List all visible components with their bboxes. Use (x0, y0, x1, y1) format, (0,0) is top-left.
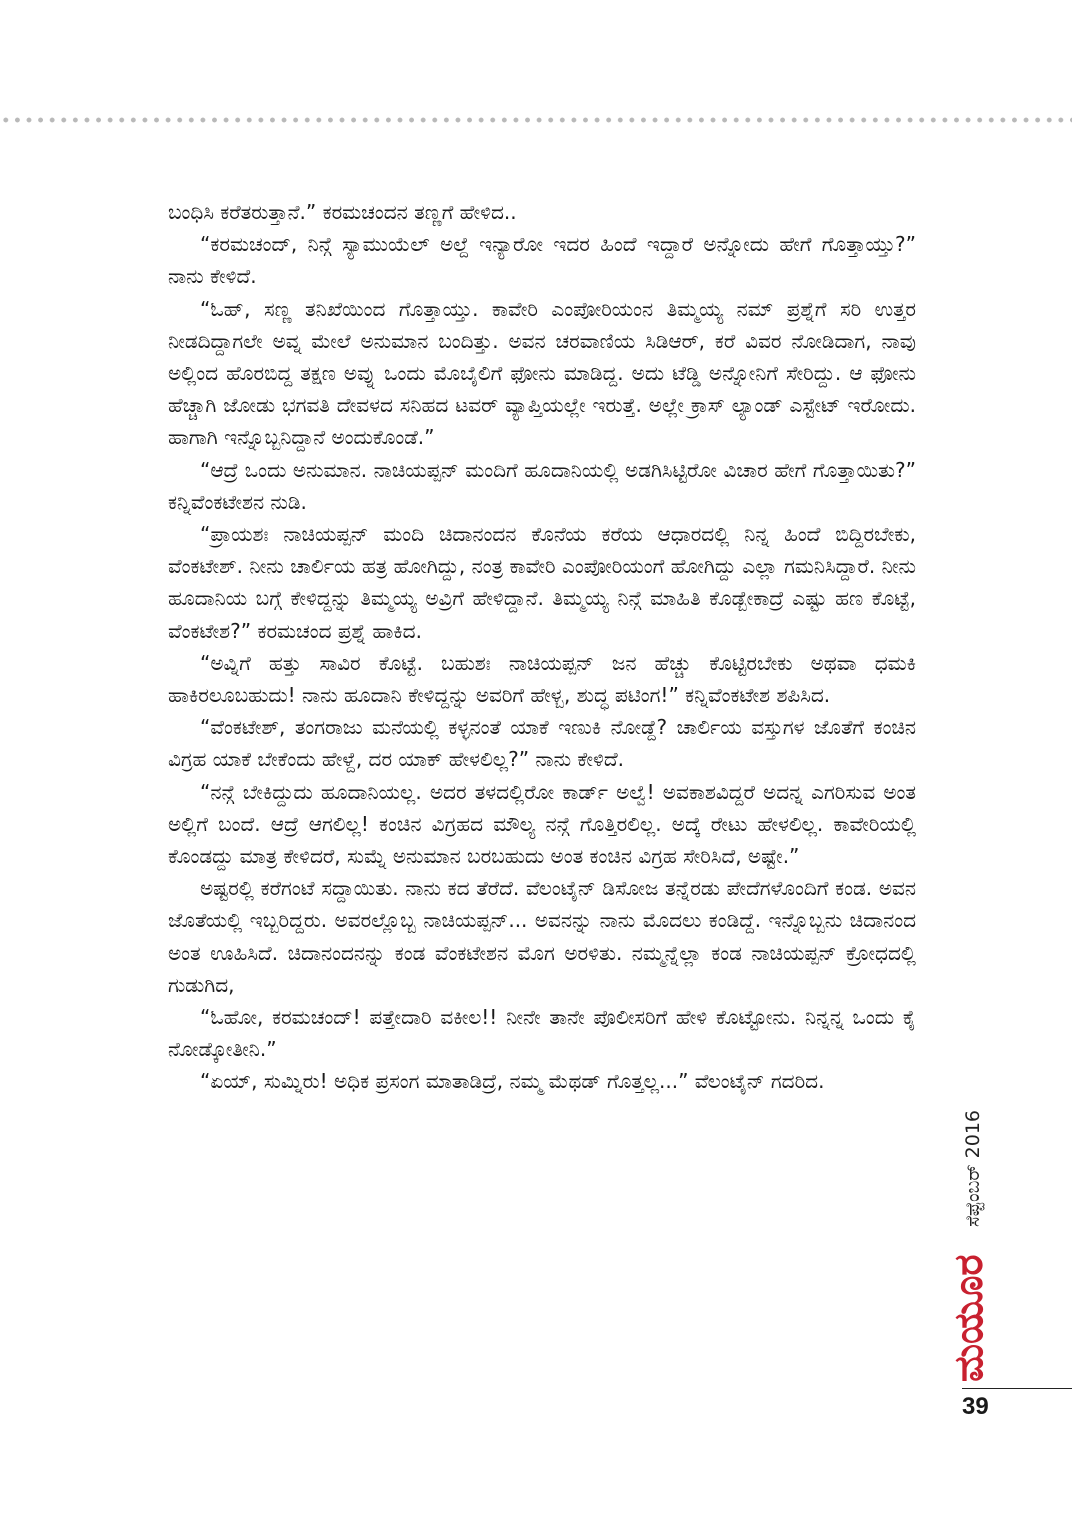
paragraph-2: “ಕರಮಚಂದ್, ನಿನ್ಗೆ ಸ್ಯಾಮುಯೆಲ್ ಅಲ್ದೆ ಇನ್ಯಾರೋ ಇದರ ಹಿಂದೆ ಇದ್ದಾರೆ ಅನ್ನೋದು ಹೇಗೆ ಗೊತ್ತಾಯ್ತು?” ನಾನು ಕೇಳಿದೆ. (168, 232, 916, 289)
paragraph-9: ಅಷ್ಟರಲ್ಲಿ ಕರೆಗಂಟೆ ಸದ್ದಾಯಿತು. ನಾನು ಕದ ತೆರೆದೆ. ವೆಲಂಟೈನ್ ಡಿಸೋಜ ತನ್ನೆರಡು ಪೇದೆಗಳೊಂದಿಗೆ ಕಂಡ. ಅವನ ಜೊತೆಯಲ್ಲಿ ಇಬ್ಬರಿದ್ದರು. ಅವರಲ್ಲೊಬ್ಬ ನಾಚಿಯಪ್ಪನ್... ಅವನನ್ನು ನಾನು ಮೊದಲು ಕಂಡಿದ್ದೆ. ಇನ್ನೊಬ್ಬನು ಚಿದಾನಂದ ಅಂತ ಊಹಿಸಿದೆ. ಚಿದಾನಂದನನ್ನು ಕಂಡ ವೆಂಕಟೇಶನ ಮೊಗ ಅರಳಿತು. ನಮ್ಮನ್ನೆಲ್ಲಾ ಕಂಡ ನಾಚಿಯಪ್ಪನ್ ಕ್ರೋಧದಲ್ಲಿ ಗುಡುಗಿದ, (168, 876, 916, 997)
issue-date: ಸೆಪ್ಟೆಂಬರ್ 2016 (962, 1110, 984, 1228)
article-body (168, 196, 916, 1098)
paragraph-11: “ಏಯ್, ಸುಮ್ನಿರು! ಅಧಿಕ ಪ್ರಸಂಗ ಮಾತಾಡಿದ್ರೆ, ನಮ್ಮ ಮೆಥಡ್ ಗೊತ್ತಲ್ಲ...” ವೆಲಂಟೈನ್ ಗದರಿದ. (200, 1069, 825, 1094)
footer-rule (962, 1388, 1072, 1389)
page-number: 39 (962, 1393, 989, 1420)
paragraph-7: “ವೆಂಕಟೇಶ್, ತಂಗರಾಜು ಮನೆಯಲ್ಲಿ ಕಳ್ಳನಂತೆ ಯಾಕೆ ಇಣುಕಿ ನೋಡ್ದೆ? ಚಾರ್ಲಿಯ ವಸ್ತುಗಳ ಜೊತೆಗೆ ಕಂಚಿನ ವಿಗ್ರಹ ಯಾಕೆ ಬೇಕೆಂದು ಹೇಳ್ದೆ, ದರ ಯಾಕ್ ಹೇಳಲಿಲ್ಲ?” ನಾನು ಕೇಳಿದೆ. (168, 715, 916, 772)
paragraph-4: “ಆದ್ರೆ ಒಂದು ಅನುಮಾನ. ನಾಚಿಯಪ್ಪನ್ ಮಂದಿಗೆ ಹೂದಾನಿಯಲ್ಲಿ ಅಡಗಿಸಿಟ್ಟಿರೋ ವಿಚಾರ ಹೇಗೆ ಗೊತ್ತಾಯಿತು?” ಕನ್ನಿವೆಂಕಟೇಶನ ನುಡಿ. (168, 457, 916, 514)
dotted-header-rule (0, 116, 1072, 124)
paragraph-8: “ನನ್ಗೆ ಬೇಕಿದ್ದುದು ಹೂದಾನಿಯಲ್ಲ. ಅದರ ತಳದಲ್ಲಿರೋ ಕಾರ್ಡ್ ಅಲ್ವೆ! ಅವಕಾಶವಿದ್ದರೆ ಅದನ್ನ ಎಗರಿಸುವ ಅಂತ ಅಲ್ಲಿಗೆ ಬಂದೆ. ಆದ್ರೆ ಆಗಲಿಲ್ಲ! ಕಂಚಿನ ವಿಗ್ರಹದ ಮೌಲ್ಯ ನನ್ಗೆ ಗೊತ್ತಿರಲಿಲ್ಲ. ಅದ್ಕೆ ರೇಟು ಹೇಳಲಿಲ್ಲ. ಕಾವೇರಿಯಲ್ಲಿ ಕೊಂಡದ್ದು ಮಾತ್ರ ಕೇಳಿದರೆ, ಸುಮ್ನೆ ಅನುಮಾನ ಬರಬಹುದು ಅಂತ ಕಂಚಿನ ವಿಗ್ರಹ ಸೇರಿಸಿದೆ, ಅಷ್ಟೇ.” (168, 779, 916, 869)
paragraph-6: “ಅವ್ನಿಗೆ ಹತ್ತು ಸಾವಿರ ಕೊಟ್ಟೆ. ಬಹುಶಃ ನಾಚಿಯಪ್ಪನ್ ಜನ ಹೆಚ್ಚು ಕೊಟ್ಟಿರಬೇಕು ಅಥವಾ ಧಮಕಿ ಹಾಕಿರಲೂಬಹುದು! ನಾನು ಹೂದಾನಿ ಕೇಳಿದ್ದನ್ನು ಅವರಿಗೆ ಹೇಳ್ಬ, ಶುದ್ಧ ಪಟಿಂಗ!” ಕನ್ನಿವೆಂಕಟೇಶ ಶಪಿಸಿದ. (168, 650, 916, 708)
magazine-logo (944, 1254, 994, 1382)
magazine-logo-text: ಮಯೂರ (945, 1254, 992, 1382)
paragraph-10: “ಓಹೋ, ಕರಮಚಂದ್! ಪತ್ತೇದಾರಿ ವಕೀಲ!! ನೀನೇ ತಾನೇ ಪೊಲೀಸರಿಗೆ ಹೇಳಿ ಕೊಟ್ಟೋನು. ನಿನ್ನನ್ನ ಒಂದು ಕೈ ನೋಡ್ಕೋತೀನಿ.” (168, 1005, 916, 1062)
paragraph-1: ಬಂಧಿಸಿ ಕರೆತರುತ್ತಾನೆ.” ಕರಮಚಂದನ ತಣ್ಣಗೆ ಹೇಳಿದ.. (168, 200, 517, 224)
paragraph-5: “ಪ್ರಾಯಶಃ ನಾಚಿಯಪ್ಪನ್ ಮಂದಿ ಚಿದಾನಂದನ ಕೊನೆಯ ಕರೆಯ ಆಧಾರದಲ್ಲಿ ನಿನ್ನ ಹಿಂದೆ ಬಿದ್ದಿರಬೇಕು, ವೆಂಕಟೇಶ್. ನೀನು ಚಾರ್ಲಿಯ ಹತ್ರ ಹೋಗಿದ್ದು, ನಂತ್ರ ಕಾವೇರಿ ಎಂಪೋರಿಯಂಗೆ ಹೋಗಿದ್ದು ಎಲ್ಲಾ ಗಮನಿಸಿದ್ದಾರೆ. ನೀನು ಹೂದಾನಿಯ ಬಗ್ಗೆ ಕೇಳಿದ್ದನ್ನು ತಿಮ್ಮಯ್ಯ ಅವ್ರಿಗೆ ಹೇಳಿದ್ದಾನೆ. ತಿಮ್ಮಯ್ಯ ನಿನ್ಗೆ ಮಾಹಿತಿ ಕೊಡ್ಬೇಕಾದ್ರೆ ಎಷ್ಟು ಹಣ ಕೊಟ್ಟೆ, ವೆಂಕಟೇಶ?” ಕರಮಚಂದ ಪ್ರಶ್ನೆ ಹಾಕಿದ. (168, 522, 916, 643)
paragraph-3: “ಓಹ್, ಸಣ್ಣ ತನಿಖೆಯಿಂದ ಗೊತ್ತಾಯ್ತು. ಕಾವೇರಿ ಎಂಪೋರಿಯಂನ ತಿಮ್ಮಯ್ಯ ನಮ್ ಪ್ರಶ್ನೆಗೆ ಸರಿ ಉತ್ತರ ನೀಡದಿದ್ದಾಗಲೇ ಅವ್ನ ಮೇಲೆ ಅನುಮಾನ ಬಂದಿತ್ತು. ಅವನ ಚರವಾಣಿಯ ಸಿಡಿಆರ್, ಕರೆ ವಿವರ ನೋಡಿದಾಗ, ನಾವು ಅಲ್ಲಿಂದ ಹೊರಬಿದ್ದ ತಕ್ಷಣ ಅವ್ನು ಒಂದು ಮೊಬೈಲಿಗೆ ಫೋನು ಮಾಡಿದ್ದ. ಅದು ಟೆಡ್ಡಿ ಅನ್ನೋನಿಗೆ ಸೇರಿದ್ದು. ಆ ಫೋನು ಹೆಚ್ಚಾಗಿ ಜೋಡು ಭಗವತಿ ದೇವಳದ ಸನಿಹದ ಟವರ್ ವ್ಯಾಪ್ತಿಯಲ್ಲೇ ಇರುತ್ತೆ. ಅಲ್ಲೇ ಕ್ರಾಸ್ ಲ್ಯಾಂಡ್ ಎಸ್ಟೇಟ್ ಇರೋದು. ಹಾಗಾಗಿ ಇನ್ನೊಬ್ಬನಿದ್ದಾನೆ ಅಂದುಕೊಂಡೆ.” (168, 296, 916, 450)
